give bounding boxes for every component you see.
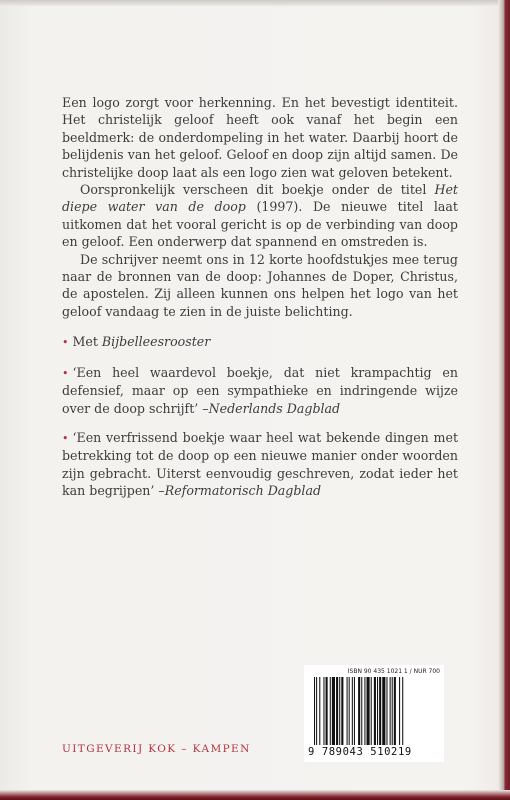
- feature-prefix: Met: [72, 334, 102, 350]
- blurb-origin-before: Oorspronkelijk verscheen dit boekje onder de titel: [80, 182, 435, 198]
- quote-text: ‘Een verfrissend boekje waar heel wat bekende dingen met betrekking tot de doop op een nieuwe manier onder woorden zijn gebracht. Uiterst eenvoudig geschreven, zodat ieder het kan begrijpen’ –: [62, 429, 458, 499]
- blurb-author: De schrijver neemt ons in 12 korte hoofdstukjes mee terug naar de bronnen van de doop: Johannes de Doper, Christus, de apostelen. Zij alleen kunnen ons helpen het logo van het geloof vandaag te zien in de juiste belichting.: [62, 251, 458, 319]
- feature-item: [62, 333, 458, 351]
- isbn-text: ISBN 90 435 1021 1 / NUR 700: [347, 668, 440, 675]
- bottom-edge: [0, 790, 510, 800]
- barcode-icon: [314, 677, 434, 745]
- original-title: Het diepe water van de doop: [62, 182, 458, 215]
- publisher-name: UITGEVERIJ KOK – KAMPEN: [62, 743, 251, 755]
- bullet-icon: •: [62, 431, 69, 445]
- review-quote: [62, 364, 458, 417]
- barcode-digits: 9 789043 510219: [308, 746, 412, 758]
- blurb-origin: [62, 181, 458, 251]
- top-edge: [0, 0, 510, 6]
- bullet-icon: •: [62, 336, 69, 350]
- blurb-intro: Een logo zorgt voor herkenning. En het bevestigt identiteit. Het christelijk geloof heeft ook vanaf het begin een beeldmerk: de onderdompeling in het water. Daarbij hoort de belijdenis van het geloof. Geloof en doop zijn altijd samen. De christelijke doop laat als een logo zien wat geloven betekent.: [62, 95, 458, 180]
- bullet-icon: •: [62, 366, 69, 380]
- blurb-origin-after: (1997). De nieuwe titel laat uitkomen dat het vooral gericht is op de verbinding van doop en geloof. Een onderwerp dat spannend en omstreden is.: [62, 199, 458, 250]
- spine-edge: [498, 0, 510, 800]
- feature-name: Bijbelleesrooster: [101, 334, 211, 350]
- quote-text: ‘Een heel waardevol boekje, dat niet krampachtig en defensief, maar op een sympathieke en indringende wijze over de doop schrijft’ –: [62, 364, 458, 416]
- blurb-text: [62, 94, 458, 500]
- quote-source: Nederlands Dagblad: [208, 400, 341, 416]
- quote-source: Reformatorisch Dagblad: [164, 483, 322, 499]
- review-quote: [62, 429, 458, 500]
- barcode-label: [304, 665, 444, 762]
